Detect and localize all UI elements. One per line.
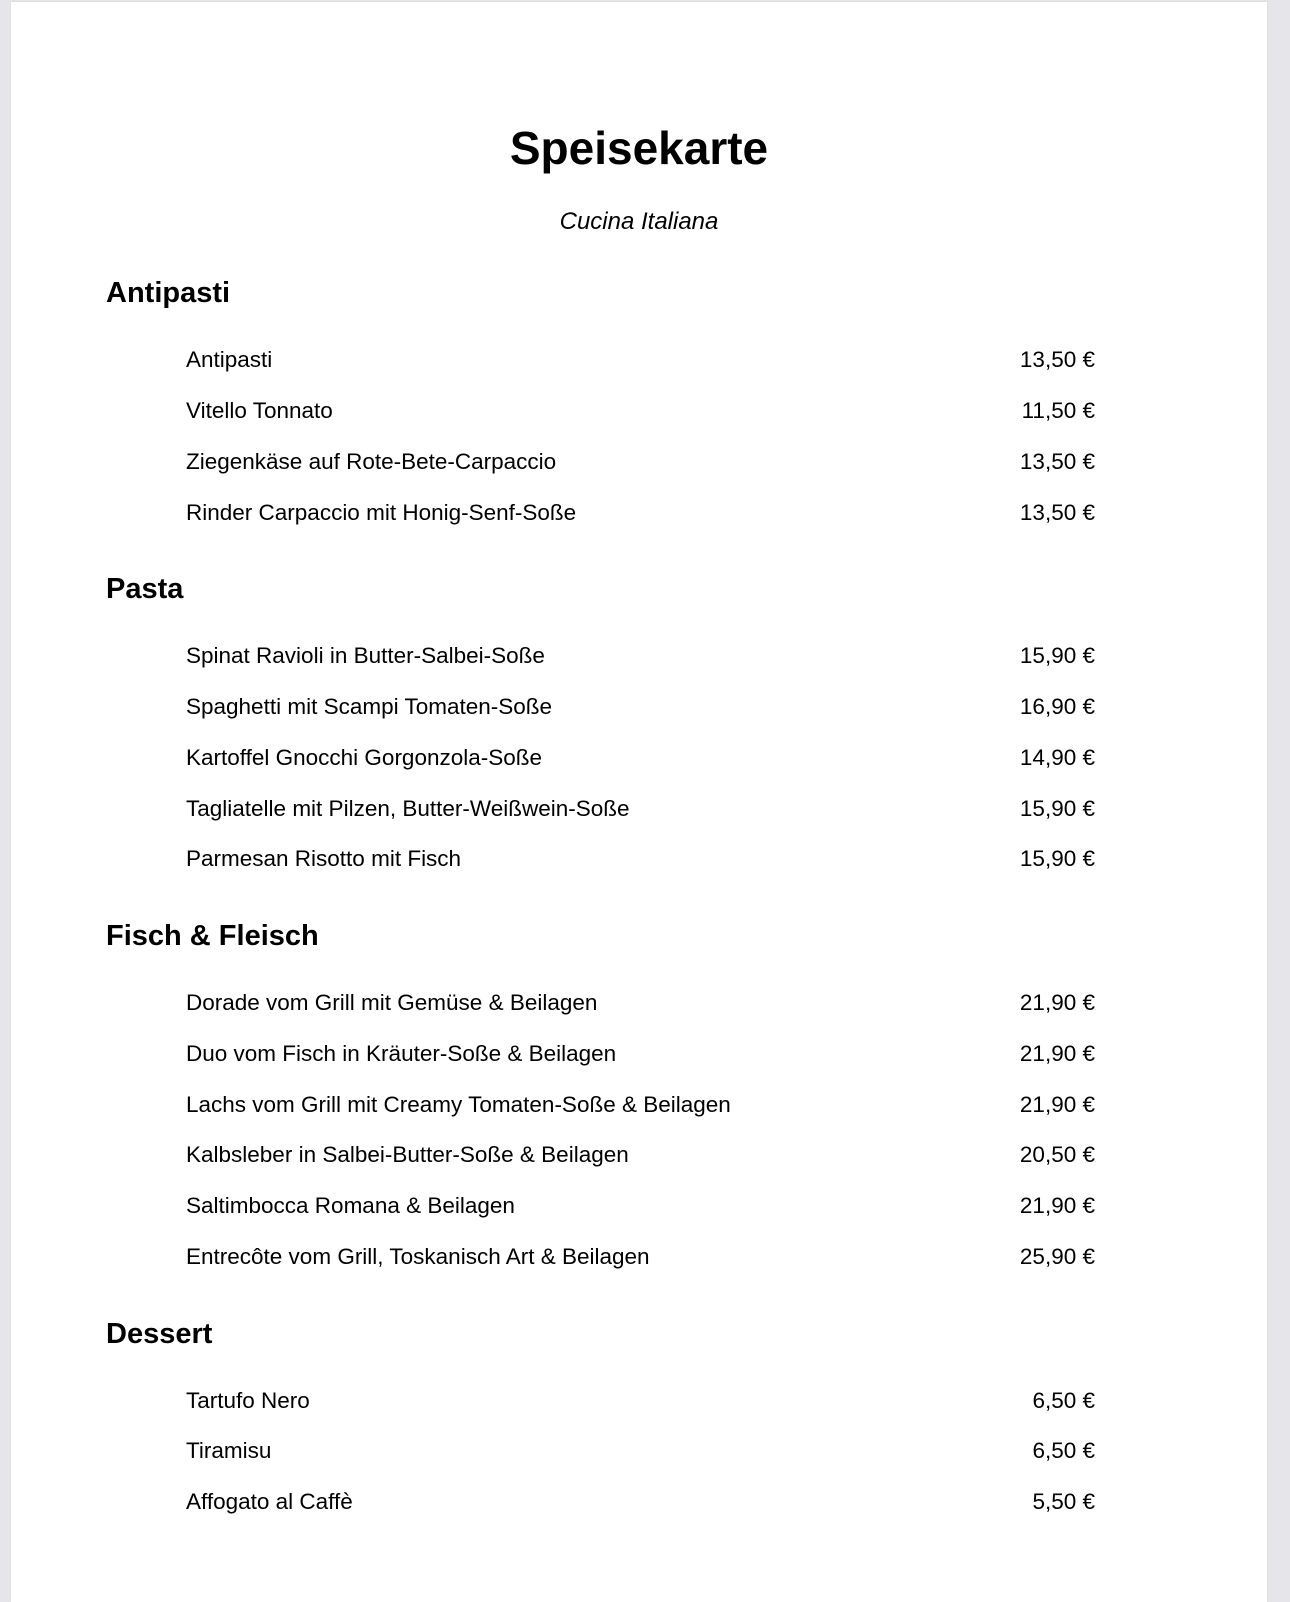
item-name: Saltimbocca Romana & Beilagen: [186, 1193, 515, 1218]
item-price: 6,50 €: [1032, 1438, 1095, 1463]
item-name: Lachs vom Grill mit Creamy Tomaten-Soße & Beilagen: [186, 1092, 731, 1117]
item-name: Spinat Ravioli in Butter-Salbei-Soße: [186, 643, 545, 668]
item-name: Antipasti: [186, 347, 273, 372]
page-subtitle: Cucina Italiana: [559, 208, 719, 235]
menu-page: [11, 2, 1267, 1602]
menu-item: [186, 396, 1095, 426]
item-price: 11,50 €: [1021, 398, 1095, 423]
menu-item: [186, 1191, 1095, 1221]
item-name: Ziegenkäse auf Rote-Bete-Carpaccio: [186, 449, 557, 474]
page-title: Speisekarte: [509, 122, 769, 174]
item-price: 13,50 €: [1019, 500, 1095, 525]
item-price: 21,90 €: [1019, 1193, 1095, 1218]
menu-item: [186, 1039, 1095, 1069]
item-name: Rinder Carpaccio mit Honig-Senf-Soße: [186, 500, 577, 525]
item-price: 16,90 €: [1019, 694, 1095, 719]
item-name: Kalbsleber in Salbei-Butter-Soße & Beilagen: [186, 1142, 629, 1167]
item-name: Parmesan Risotto mit Fisch: [186, 846, 462, 871]
item-price: 5,50 €: [1032, 1489, 1095, 1514]
item-price: 13,50 €: [1019, 449, 1095, 474]
item-price: 15,90 €: [1019, 796, 1095, 821]
item-price: 21,90 €: [1019, 1092, 1095, 1117]
menu-item: [186, 641, 1095, 671]
item-name: Spaghetti mit Scampi Tomaten-Soße: [186, 694, 553, 719]
menu-item: [186, 345, 1095, 375]
item-name: Tartufo Nero: [186, 1388, 310, 1413]
menu-item: [186, 1436, 1095, 1466]
item-price: 14,90 €: [1019, 745, 1095, 770]
item-name: Entrecôte vom Grill, Toskanisch Art & Beilagen: [186, 1244, 650, 1269]
item-price: 13,50 €: [1019, 347, 1095, 372]
item-name: Vitello Tonnato: [186, 398, 333, 423]
section-heading-dessert: Dessert: [106, 1318, 213, 1350]
section-heading-fisch-fleisch: Fisch & Fleisch: [106, 920, 319, 952]
item-name: Duo vom Fisch in Kräuter-Soße & Beilagen: [186, 1041, 617, 1066]
menu-item: [186, 844, 1095, 874]
section-heading-antipasti: Antipasti: [106, 277, 231, 309]
menu-item: [186, 794, 1095, 824]
menu-item: [186, 743, 1095, 773]
item-name: Dorade vom Grill mit Gemüse & Beilagen: [186, 990, 598, 1015]
menu-item: [186, 1242, 1095, 1272]
item-name: Tagliatelle mit Pilzen, Butter-Weißwein-Soße: [186, 796, 630, 821]
item-price: 20,50 €: [1019, 1142, 1095, 1167]
menu-item: [186, 447, 1095, 477]
item-price: 21,90 €: [1019, 1041, 1095, 1066]
section-heading-pasta: Pasta: [106, 573, 184, 605]
menu-item: [186, 1140, 1095, 1170]
menu-item: [186, 498, 1095, 528]
item-price: 21,90 €: [1019, 990, 1095, 1015]
menu-item: [186, 692, 1095, 722]
item-name: Tiramisu: [186, 1438, 272, 1463]
menu-item: [186, 1487, 1095, 1517]
item-price: 15,90 €: [1019, 643, 1095, 668]
item-name: Affogato al Caffè: [186, 1489, 353, 1514]
item-price: 25,90 €: [1019, 1244, 1095, 1269]
menu-item: [186, 988, 1095, 1018]
item-price: 15,90 €: [1019, 846, 1095, 871]
menu-item: [186, 1090, 1095, 1120]
item-price: 6,50 €: [1032, 1388, 1095, 1413]
item-name: Kartoffel Gnocchi Gorgonzola-Soße: [186, 745, 543, 770]
menu-item: [186, 1386, 1095, 1416]
